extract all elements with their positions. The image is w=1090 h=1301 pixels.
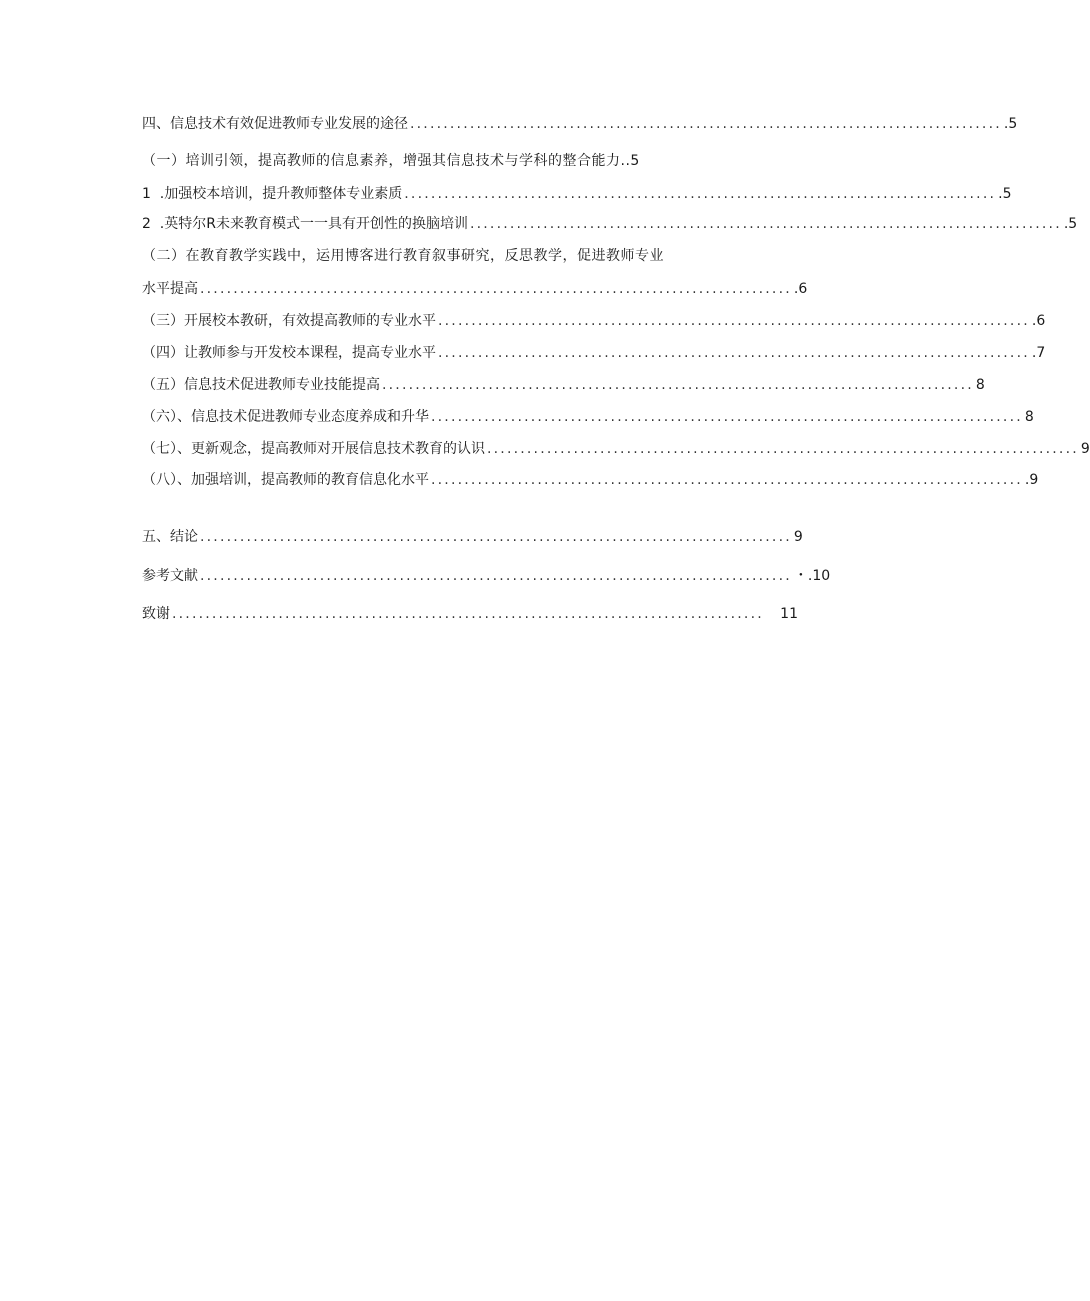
toc-page-number: .7 — [1031, 345, 1046, 361]
toc-entry-references — [142, 565, 831, 587]
toc-page-number: 8 — [1024, 409, 1034, 425]
toc-entry-4-3 — [142, 310, 1046, 332]
toc-entry-4-8 — [142, 469, 1039, 491]
toc-entry-text: 五、结论 — [142, 529, 198, 545]
dot-leader: ......................................................................................... — [172, 606, 764, 622]
toc-page-number: .6 — [1031, 313, 1046, 329]
dot-leader: ......................................................................................... — [410, 116, 1002, 132]
dot-leader: ......................................................................................... — [431, 472, 1023, 488]
toc-page-number: .5 — [1003, 116, 1018, 132]
toc-entry-text: （六）、信息技术促进教师专业态度养成和升华 — [142, 409, 429, 425]
toc-entry-4-2 — [142, 245, 664, 267]
toc-page-number: 8 — [975, 377, 985, 393]
toc-entry-4-6 — [142, 406, 1034, 428]
toc-page-number: .5 — [1063, 216, 1078, 232]
toc-entry-4-1-2 — [142, 213, 1078, 235]
toc-entry-text: 四、信息技术有效促进教师专业发展的途径 — [142, 116, 408, 132]
toc-entry-text: （二）在教育教学实践中，运用博客进行教育叙事研究，反思教学，促进教师专业 — [142, 248, 664, 264]
toc-entry-text: （七）、更新观念，提高教师对开展信息技术教育的认识 — [142, 441, 485, 457]
toc-entry-4-5 — [142, 374, 985, 396]
toc-page-number: .6 — [793, 281, 808, 297]
toc-entry-text: 1 .加强校本培训，提升教师整体专业素质 — [142, 186, 403, 202]
dot-leader: ......................................................................................... — [200, 281, 792, 297]
toc-entry-4-2-cont — [142, 278, 808, 300]
dot-leader: ......................................................................................... — [200, 529, 792, 545]
toc-entry-text: （一）培训引领，提高教师的信息素养，增强其信息技术与学科的整合能力..5 — [142, 153, 640, 169]
toc-page-number: 9 — [1080, 441, 1090, 457]
toc-entry-4-1-1 — [142, 183, 1012, 205]
toc-page-number: 9 — [793, 529, 803, 545]
dot-leader: ......................................................................................... — [438, 313, 1030, 329]
toc-entry-4 — [142, 113, 1018, 135]
toc-page-number: ・.10 — [793, 568, 831, 584]
toc-entry-4-1 — [142, 150, 640, 172]
toc-entry-text: 致谢 — [142, 606, 170, 622]
toc-entry-text: 参考文献 — [142, 568, 198, 584]
toc-entry-4-4 — [142, 342, 1046, 364]
toc-entry-text: （四）让教师参与开发校本课程，提高专业水平 — [142, 345, 436, 361]
dot-leader: ......................................................................................... — [404, 186, 997, 202]
dot-leader: ......................................................................................... — [431, 409, 1023, 425]
dot-leader: ......................................................................................... — [469, 216, 1062, 232]
toc-entry-text: （八）、加强培训，提高教师的教育信息化水平 — [142, 472, 429, 488]
toc-entry-text: （三）开展校本教研，有效提高教师的专业水平 — [142, 313, 436, 329]
toc-entry-4-7 — [142, 438, 1090, 460]
toc-page-number: .5 — [998, 186, 1012, 202]
toc-entry-acknowledgements — [142, 603, 798, 625]
dot-leader: ......................................................................................... — [200, 568, 792, 584]
toc-entry-5 — [142, 526, 803, 548]
dot-leader: ......................................................................................... — [382, 377, 974, 393]
dot-leader: ......................................................................................... — [438, 345, 1030, 361]
toc-page-number: .9 — [1024, 472, 1039, 488]
toc-page-number: 11 — [780, 606, 798, 622]
toc-entry-text: （五）信息技术促进教师专业技能提高 — [142, 377, 380, 393]
toc-entry-text: 水平提高 — [142, 281, 198, 297]
toc-entry-text: 2 .英特尔R未来教育模式一一具有开创性的换脑培训 — [142, 216, 468, 232]
dot-leader: ......................................................................................... — [487, 441, 1079, 457]
